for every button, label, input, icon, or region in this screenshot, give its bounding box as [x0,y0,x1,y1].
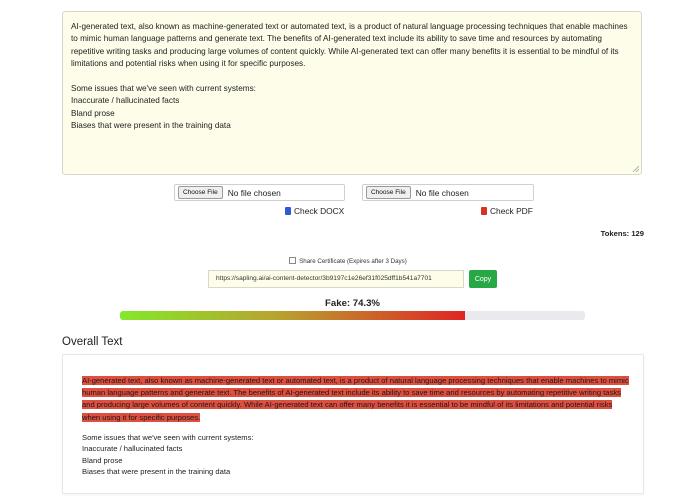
input-line: Bland prose [71,108,115,118]
docx-file-status: No file chosen [227,187,281,198]
pdf-file-icon [481,207,487,215]
input-paragraph: AI-generated text, also known as machine-generated text or automated text, is a product of natural language processing techniques that enable machines to mimic human language patterns and generate text. The benefits of AI-generated text include its ability to save time and resources by automating repetitive writing tasks and producing large volumes of content quickly. While AI-generated text can offer many benefits it is essential to be mindful of its limitations and potential risks when using it for specific purposes. [71,22,628,69]
input-line: Some issues that we've seen with current systems: [71,84,256,94]
highlighted-text-block [82,375,632,424]
result-line: Inaccurate / hallucinated facts [82,444,183,454]
choose-docx-button[interactable]: Choose File [178,186,223,199]
checkbox-icon[interactable] [289,257,296,264]
fake-score-label: Fake: 74.3% [325,298,380,309]
pdf-file-status: No file chosen [415,187,469,198]
input-line: Biases that were present in the training data [71,121,231,131]
result-line: Biases that were present in the training data [82,467,231,477]
pdf-file-input[interactable] [362,184,534,201]
check-docx-label: Check DOCX [294,206,345,216]
token-count: Tokens: 129 [600,229,644,238]
check-docx-button[interactable] [285,206,344,216]
share-url-field[interactable]: https://sapling.ai/ai-content-detector/3b9197c1e26ef31f025dff1b541a7701 [208,270,464,288]
result-line: Bland prose [82,455,123,465]
check-pdf-button[interactable] [481,206,533,216]
share-certificate-label: Share Certificate (Expires after 3 Days) [299,258,407,265]
docx-file-input[interactable] [174,184,345,201]
share-certificate[interactable] [0,257,696,265]
resize-grip-icon[interactable] [633,166,639,172]
docx-file-icon [285,207,291,215]
copy-button[interactable]: Copy [469,270,497,288]
overall-text-heading: Overall Text [62,336,123,348]
result-line: Some issues that we've seen with current systems: [82,433,254,442]
fake-score-bar [120,311,585,320]
input-textarea[interactable] [62,11,642,175]
overall-plain-lines [82,432,254,478]
input-line: Inaccurate / hallucinated facts [71,96,180,106]
highlighted-sentence: AI-generated text, also known as machine-generated text or automated text, is a product of natural language processing techniques that enable machines to mimic human language patterns and generate text. The benefits of AI-generated text include its ability to save time and resources by automating repetitive writing tasks and producing large volumes of content quickly. While AI-generated text can offer many benefits it is essential to be mindful of its limitations and potential risks when using it for specific purposes. [82,376,629,422]
check-pdf-label: Check PDF [490,206,533,216]
fake-score-bar-fill [120,311,465,320]
choose-pdf-button[interactable]: Choose File [366,186,411,199]
